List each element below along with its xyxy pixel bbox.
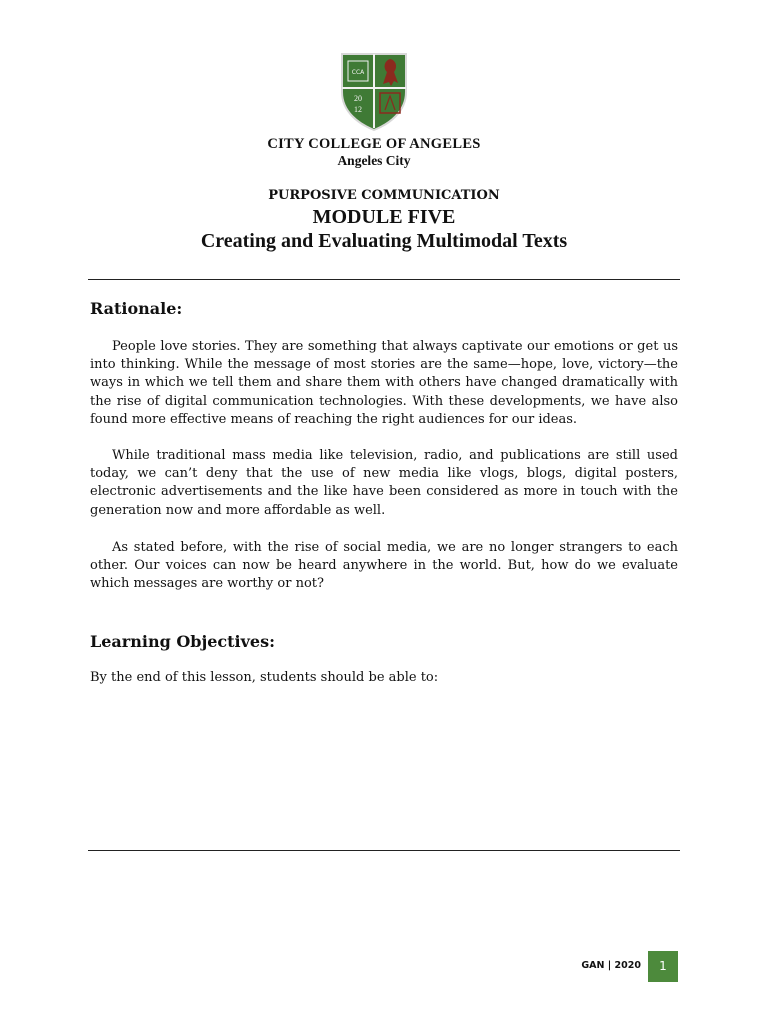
objectives-heading: Learning Objectives: xyxy=(90,632,276,651)
rationale-paragraph: As stated before, with the rise of social media, we are no longer strangers to each other. Our voices can now be heard anywhere in the world. But, how do we evaluate which messages are worthy or not? xyxy=(90,540,678,592)
school-city: Angeles City xyxy=(337,153,411,168)
school-crest-logo xyxy=(339,48,409,132)
school-name: CITY COLLEGE OF ANGELES xyxy=(267,136,481,152)
crest-monogram: CCA xyxy=(351,69,365,76)
rationale-heading: Rationale: xyxy=(90,299,183,318)
module-number: MODULE FIVE xyxy=(312,206,456,228)
module-title: Creating and Evaluating Multimodal Texts xyxy=(200,230,568,252)
top-divider xyxy=(88,279,680,280)
bottom-divider xyxy=(88,850,680,851)
objectives-intro: By the end of this lesson, students should be able to: xyxy=(90,670,439,685)
page-number-badge: 1 xyxy=(648,951,678,982)
crest-year-top: 20 xyxy=(354,94,362,103)
footer-author-year: GAN | 2020 xyxy=(581,960,641,971)
crest-year-bottom: 12 xyxy=(354,105,362,114)
rationale-paragraph: While traditional mass media like television, radio, and publications are still used today, we can’t deny that the use of new media like vlogs, blogs, digital posters, electronic advertisements and the like have been considered as more in touch with the generation now and more affordable as well. xyxy=(90,448,678,518)
course-title: PURPOSIVE COMMUNICATION xyxy=(268,188,500,203)
rationale-paragraph: People love stories. They are something that always captivate our emotions or get us into thinking. While the message of most stories are the same—hope, love, victory—the ways in which we tell them and share them with others have changed dramatically with the rise of digital communication technologies. With these developments, we have also found more effective means of reaching the right audiences for our ideas. xyxy=(90,339,678,427)
